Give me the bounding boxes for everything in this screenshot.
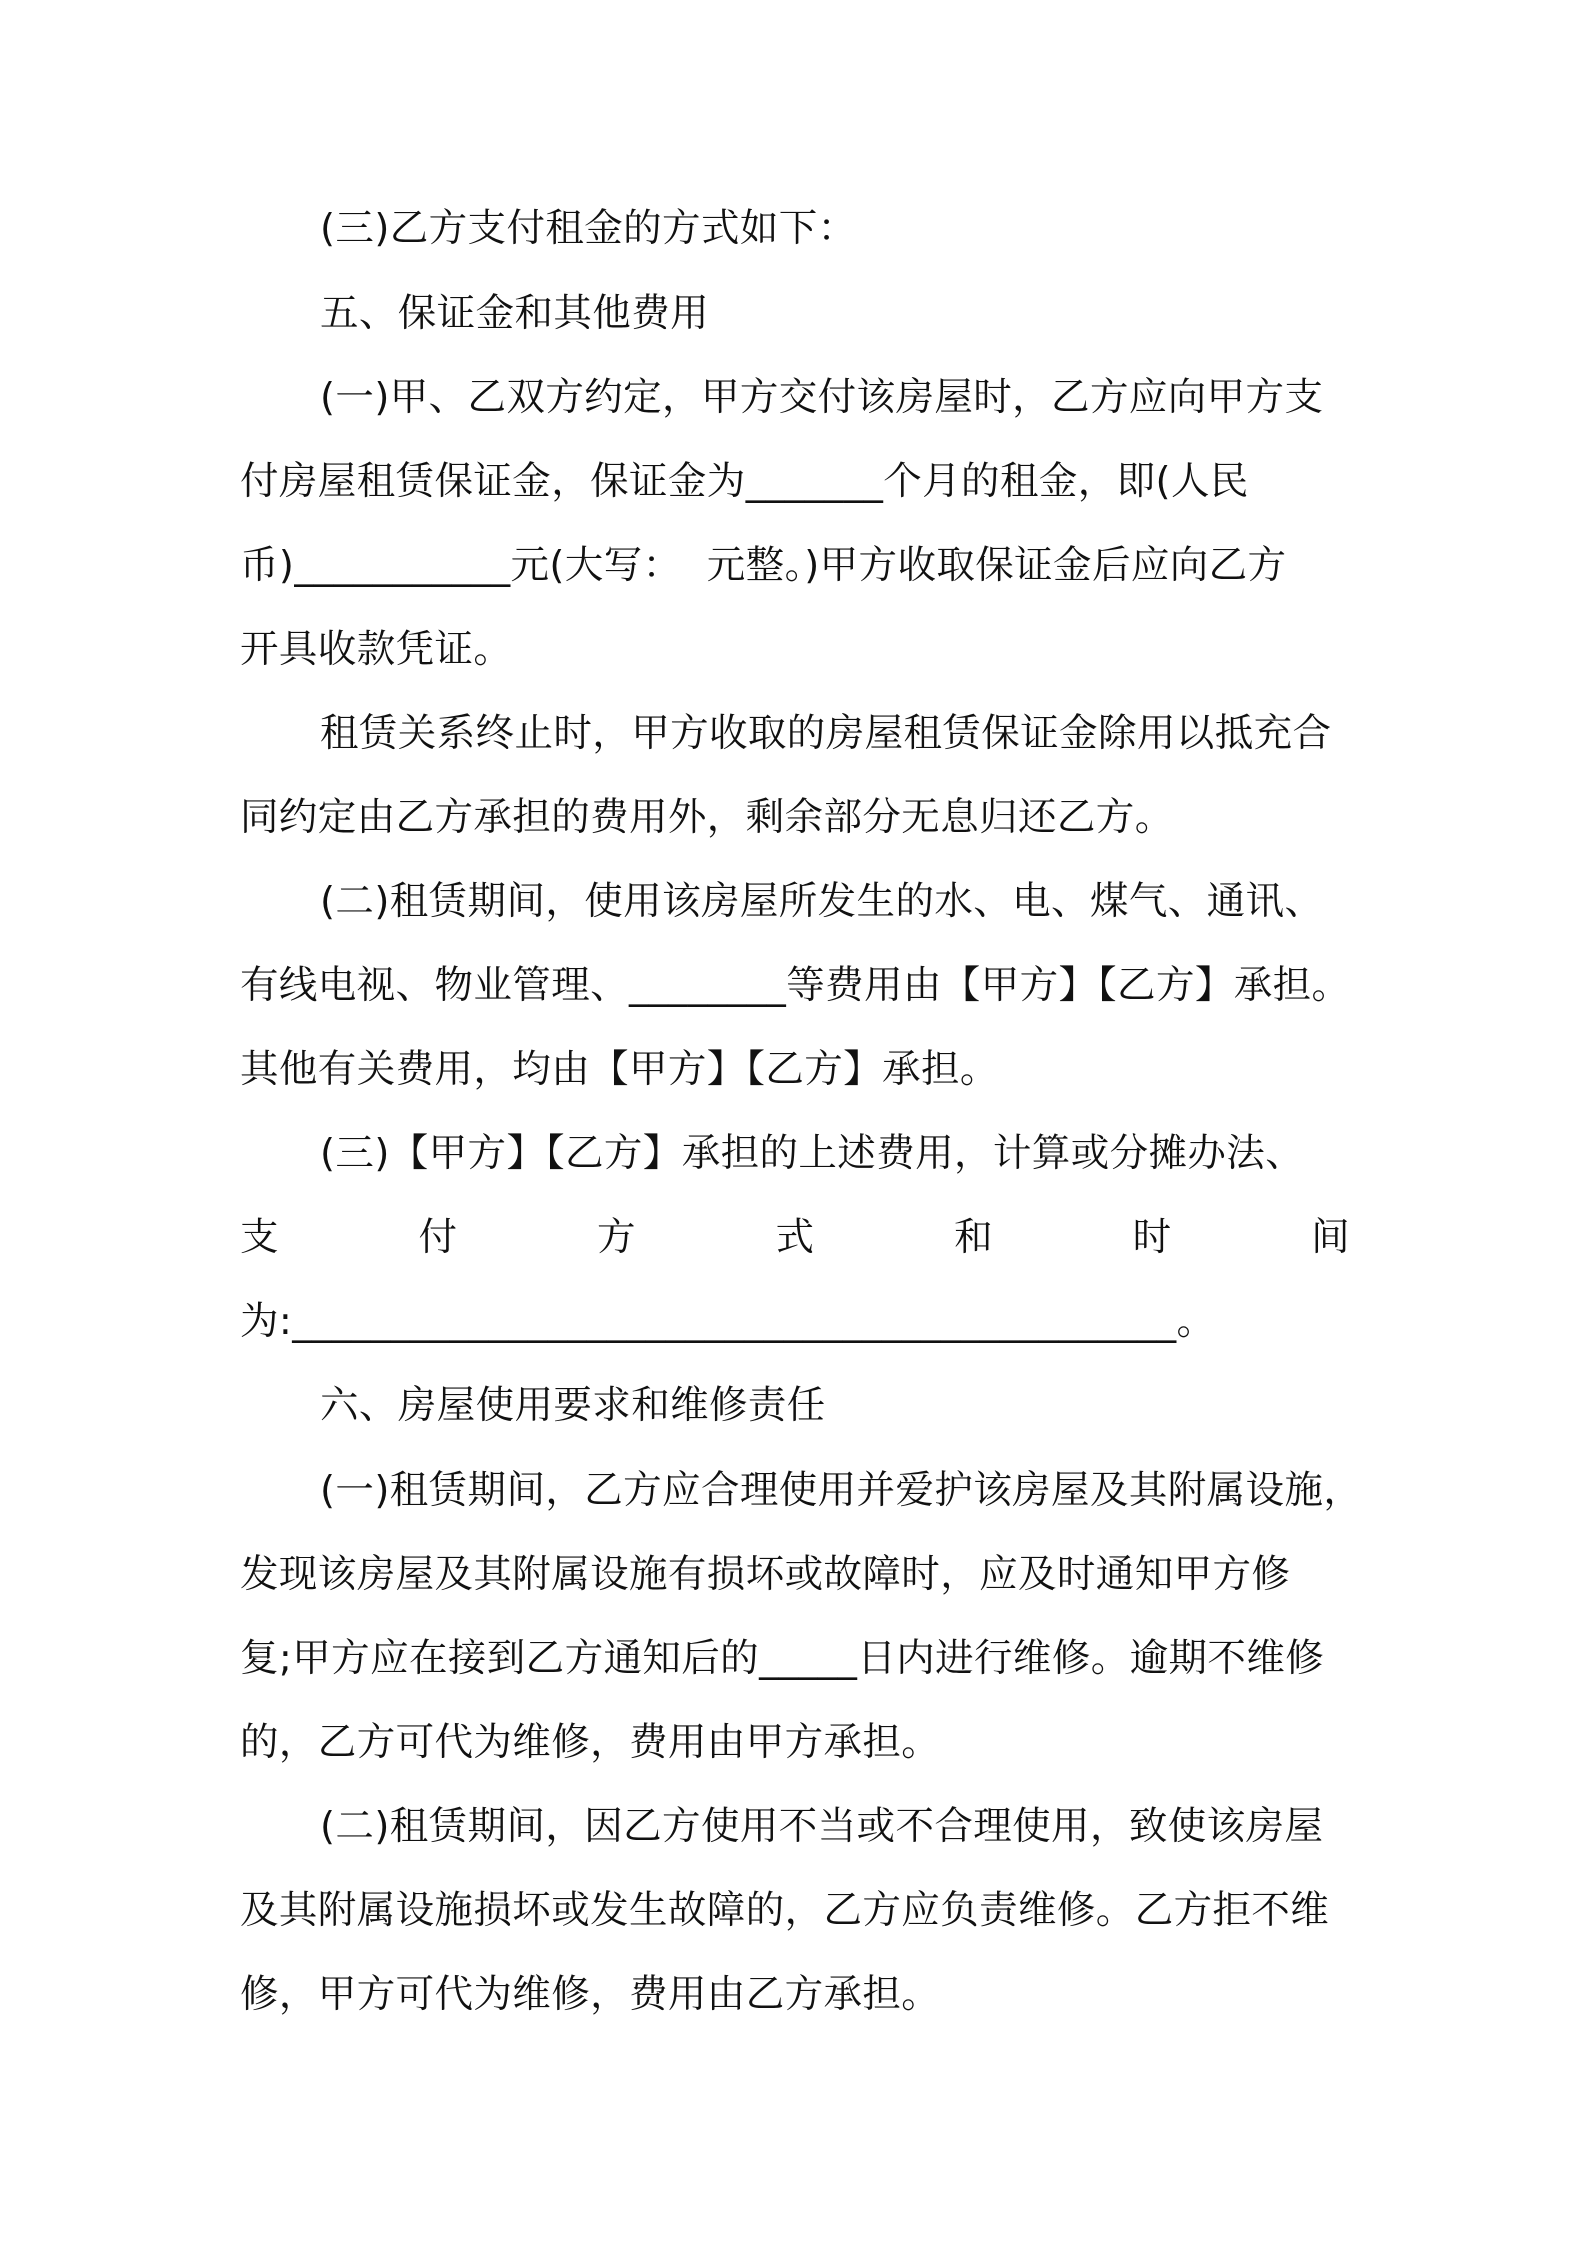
section-heading: 六、房屋使用要求和维修责任	[320, 1383, 826, 1428]
text-line: (二)租赁期间，因乙方使用不当或不合理使用，致使该房屋	[320, 1804, 1324, 1849]
text-line: 为:_____________________________________________。	[240, 1299, 1216, 1344]
section-heading: 五、保证金和其他费用	[320, 291, 710, 336]
text-line: 及其附属设施损坏或发生故障的，乙方应负责维修。乙方拒不维	[240, 1888, 1330, 1933]
text-line: (三)【甲方】【乙方】承担的上述费用，计算或分摊办法、	[320, 1131, 1305, 1176]
text-line: (二)租赁期间，使用该房屋所发生的水、电、煤气、通讯、	[320, 879, 1324, 924]
justified-text-line	[240, 1209, 1350, 1267]
justified-char: 支	[240, 1215, 279, 1260]
text-line: 其他有关费用，均由【甲方】【乙方】承担。	[240, 1047, 999, 1092]
justified-char: 间	[1311, 1215, 1350, 1260]
text-line: 开具收款凭证。	[240, 627, 513, 672]
justified-char: 和	[954, 1215, 993, 1260]
text-line: 的，乙方可代为维修，费用由甲方承担。	[240, 1720, 941, 1765]
text-line: 修，甲方可代为维修，费用由乙方承担。	[240, 1972, 941, 2017]
justified-char: 式	[775, 1215, 815, 1260]
text-line: (一)甲、乙双方约定，甲方交付该房屋时，乙方应向甲方支	[320, 375, 1324, 420]
text-line: 发现该房屋及其附属设施有损坏或故障时，应及时通知甲方修	[240, 1552, 1291, 1597]
justified-char: 方	[597, 1215, 636, 1260]
text-line: 币)___________元(大写： 元整。)甲方收取保证金后应向乙方	[240, 543, 1287, 588]
text-line: 有线电视、物业管理、________等费用由【甲方】【乙方】承担。	[240, 963, 1351, 1008]
text-line: (一)租赁期间，乙方应合理使用并爱护该房屋及其附属设施，	[320, 1468, 1363, 1513]
document-page	[240, 0, 1363, 2244]
text-line: 复;甲方应在接到乙方通知后的_____日内进行维修。逾期不维修	[240, 1636, 1325, 1681]
text-line: 付房屋租赁保证金，保证金为_______个月的租金，即(人民	[240, 459, 1249, 504]
justified-char: 付	[418, 1215, 458, 1260]
text-line: (三)乙方支付租金的方式如下：	[320, 206, 857, 251]
text-line: 租赁关系终止时，甲方收取的房屋租赁保证金除用以抵充合	[320, 711, 1332, 756]
text-line: 同约定由乙方承担的费用外，剩余部分无息归还乙方。	[240, 795, 1174, 840]
justified-char: 时	[1132, 1215, 1172, 1260]
